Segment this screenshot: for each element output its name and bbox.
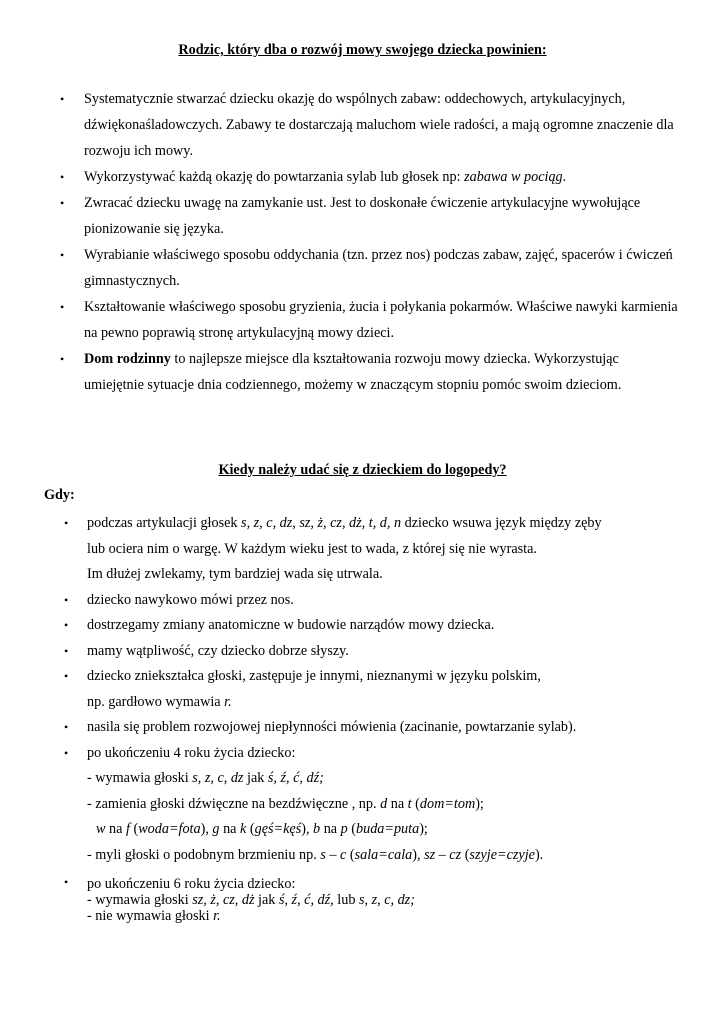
item-text: Systematycznie stwarzać dziecku okazję do wspólnych zabaw: oddechowych, artykulacyjnych, dźwiękonaśladowczych. Zabawy te dostarczają maluchom wiele radości, a mają ogromne znaczenie dla rozwoju ich mowy. bbox=[84, 91, 674, 159]
section-2-title: Kiedy należy udać się z dzieckiem do logopedy? bbox=[218, 462, 507, 478]
item-text: Wyrabianie właściwego sposobu oddychania (tzn. przez nos) podczas zabaw, zajęć, spacerów i ćwiczeń gimnastycznych. bbox=[84, 247, 673, 289]
item-line: - wymawia głoski s, z, c, dz jak ś, ź, ć, dź; bbox=[87, 770, 324, 786]
item-line: Im dłużej zwlekamy, tym bardziej wada się utrwala. bbox=[87, 566, 383, 582]
list-item bbox=[60, 190, 680, 242]
item-line: - nie wymawia głoski r. bbox=[87, 908, 221, 924]
list-item bbox=[62, 715, 682, 741]
list-item bbox=[60, 346, 680, 398]
item-line: dziecko zniekształca głoski, zastępuje je innymi, nieznanymi w języku polskim, bbox=[87, 668, 541, 684]
list-item bbox=[60, 242, 680, 294]
bullet-icon: • bbox=[64, 720, 69, 734]
bullet-icon: • bbox=[60, 196, 65, 210]
bullet-icon: • bbox=[64, 669, 69, 683]
list-item bbox=[62, 664, 682, 715]
item-text: Kształtowanie właściwego sposobu gryzienia, żucia i połykania pokarmów. Właściwe nawyki karmienia na pewno poprawią stronę artykulacyjną mowy dzieci. bbox=[84, 299, 678, 341]
list-item bbox=[60, 164, 680, 190]
item-text: dostrzegamy zmiany anatomiczne w budowie narządów mowy dziecka. bbox=[87, 617, 495, 633]
item-text: Wykorzystywać każdą okazję do powtarzania sylab lub głosek np: bbox=[84, 169, 465, 185]
item-line: po ukończeniu 6 roku życia dziecko: bbox=[87, 876, 296, 892]
bullet-icon: • bbox=[60, 92, 65, 106]
list-item bbox=[62, 613, 682, 639]
bullet-icon: • bbox=[60, 300, 65, 314]
item-line: po ukończeniu 4 roku życia dziecko: bbox=[87, 744, 296, 761]
parent-guidelines-list bbox=[60, 86, 680, 398]
bullet-icon: • bbox=[64, 592, 69, 607]
bullet-icon: • bbox=[64, 618, 69, 632]
item-line: np. gardłowo wymawia r. bbox=[87, 693, 232, 710]
item-line: - zamienia głoski dźwięczne na bezdźwięczne , np. d na t (dom=tom); bbox=[87, 795, 484, 812]
item-example: zabawa w pociąg bbox=[464, 169, 563, 185]
item-line: w na f (woda=fota), g na k (gęś=kęś), b na p (buda=puta); bbox=[96, 821, 428, 837]
section-1-title: Rodzic, który dba o rozwój mowy swojego dziecka powinien: bbox=[178, 42, 547, 58]
item-text-end: . bbox=[562, 169, 567, 185]
item-bold-text: Dom rodzinny bbox=[84, 351, 171, 367]
item-text: to najlepsze miejsce dla kształtowania rozwoju mowy dziecka. Wykorzystując umiejętnie sytuacje dnia codziennego, możemy w znaczącym stopniu pomóc swoim dzieciom. bbox=[84, 351, 622, 393]
item-text: mamy wątpliwość, czy dziecko dobrze słyszy. bbox=[87, 642, 349, 659]
bullet-icon: • bbox=[60, 352, 65, 366]
list-item bbox=[62, 741, 682, 869]
item-line: podczas artykulacji głosek s, z, c, dz, sz, ż, cz, dż, t, d, n dziecko wsuwa język między zęby bbox=[87, 515, 602, 531]
item-line: lub ociera nim o wargę. W każdym wieku jest to wada, z której się nie wyrasta. bbox=[87, 540, 537, 557]
speech-therapist-signs-list bbox=[62, 511, 682, 924]
bullet-icon: • bbox=[64, 875, 69, 889]
item-text: Zwracać dziecku uwagę na zamykanie ust. Jest to doskonałe ćwiczenie artykulacyjne wywołujące pionizowanie się języka. bbox=[84, 195, 641, 237]
list-item bbox=[60, 294, 680, 346]
bullet-icon: • bbox=[64, 745, 69, 760]
item-text: dziecko nawykowo mówi przez nos. bbox=[87, 591, 294, 608]
list-item bbox=[60, 86, 680, 164]
bullet-icon: • bbox=[60, 248, 65, 262]
item-line: - wymawia głoski sz, ż, cz, dż jak ś, ź, ć, dź, lub s, z, c, dz; bbox=[87, 892, 415, 908]
item-line: - myli głoski o podobnym brzmieniu np. s – c (sala=cala), sz – cz (szyje=czyje). bbox=[87, 846, 544, 863]
list-item bbox=[62, 639, 682, 665]
bullet-icon: • bbox=[64, 643, 69, 658]
item-text: nasila się problem rozwojowej niepłynności mówienia (zacinanie, powtarzanie sylab). bbox=[87, 719, 577, 735]
section-2-intro: Gdy: bbox=[44, 487, 75, 503]
list-item bbox=[62, 511, 682, 588]
bullet-icon: • bbox=[64, 516, 69, 530]
list-item bbox=[62, 874, 682, 924]
bullet-icon: • bbox=[60, 170, 65, 184]
list-item bbox=[62, 588, 682, 614]
